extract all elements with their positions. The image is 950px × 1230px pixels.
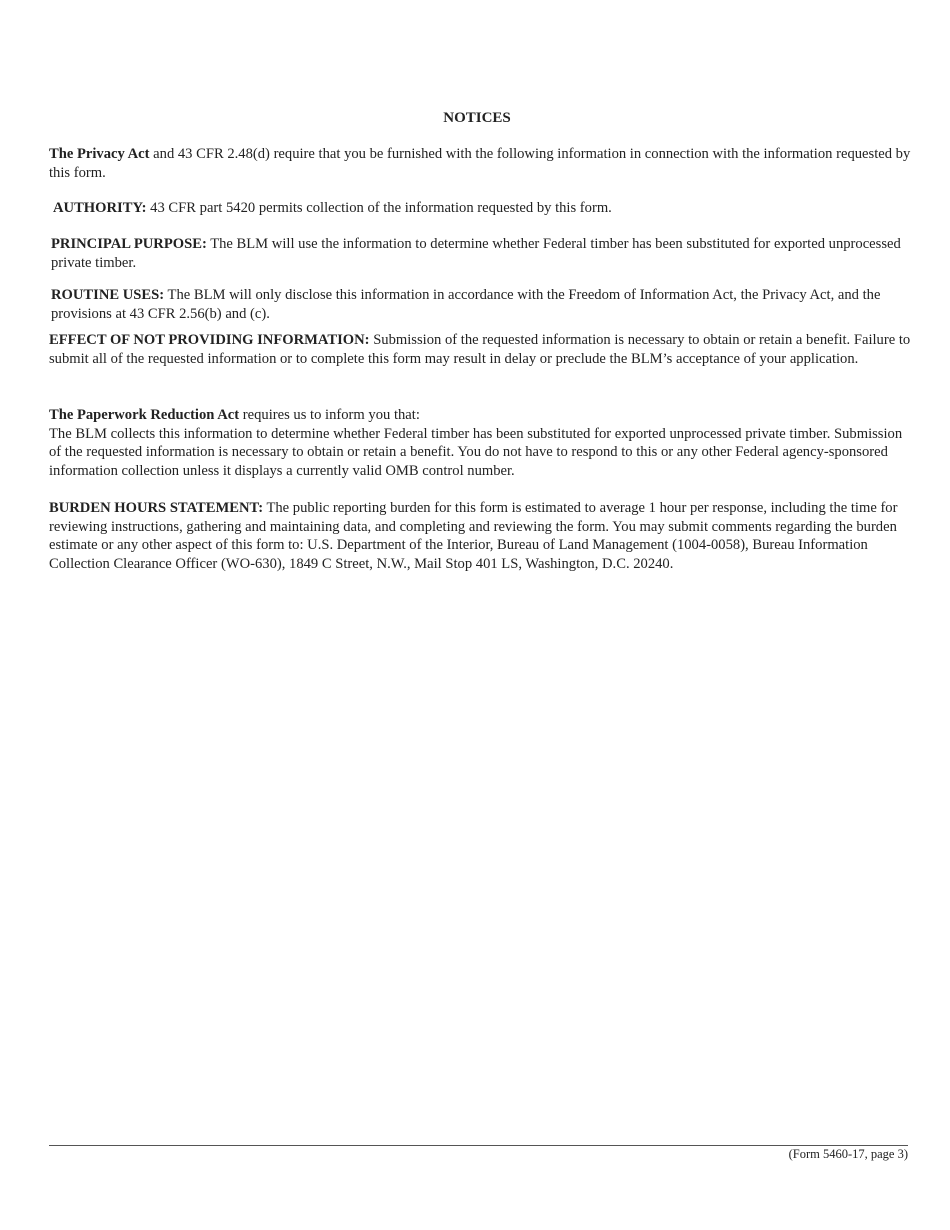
routine-uses-text: The BLM will only disclose this information in accordance with the Freedom of Information Act, the Privacy Act, and the provisions at 43 CFR 2.56(b) and (c).: [51, 287, 881, 322]
page-title: NOTICES: [443, 110, 511, 126]
burden-label: BURDEN HOURS STATEMENT:: [49, 500, 264, 516]
authority-label: AUTHORITY:: [53, 200, 147, 216]
paperwork-text: The BLM collects this information to determine whether Federal timber has been substituted for exported unprocessed private timber. Submission of the requested information is necessary to obtain or retain a benefit. You do not have to respond to this or any other Federal agency-sponsored information collection unless it displays a currently valid OMB control number.: [49, 425, 903, 479]
paperwork-notice: [49, 406, 911, 480]
burden-text: The public reporting burden for this form is estimated to average 1 hour per response, including the time for reviewing instructions, gathering and maintaining data, and completing and reviewing the form. You may submit comments regarding the burden estimate or any other aspect of this form to: U.S. Department of the Interior, Bureau of Land Management (1004-0058), Bureau Information Collection Clearance Officer (WO-630), 1849 C Street, N.W., Mail Stop 401 LS, Washington, D.C. 20240.: [49, 500, 898, 572]
paperwork-intro: requires us to inform you that:: [239, 407, 420, 423]
principal-purpose-text: The BLM will use the information to determine whether Federal timber has been substituted for exported unprocessed private timber.: [51, 236, 901, 271]
effect-label: EFFECT OF NOT PROVIDING INFORMATION:: [49, 332, 370, 348]
privacy-act-text: and 43 CFR 2.48(d) require that you be furnished with the following information in connection with the information requested by this form.: [49, 146, 911, 181]
routine-uses-label: ROUTINE USES:: [51, 287, 165, 303]
burden-statement: [49, 499, 911, 573]
privacy-act-label: The Privacy Act: [49, 146, 150, 162]
effect-notice: [49, 331, 911, 368]
privacy-act-notice: [49, 145, 911, 182]
authority-text: 43 CFR part 5420 permits collection of the information requested by this form.: [146, 200, 612, 216]
principal-purpose-notice: [51, 235, 913, 272]
routine-uses-notice: [51, 286, 913, 323]
effect-text: Submission of the requested information is necessary to obtain or retain a benefit. Failure to submit all of the requested information or to complete this form may result in delay or preclude the BLM’s acceptance of your application.: [49, 332, 911, 367]
principal-purpose-label: PRINCIPAL PURPOSE:: [51, 236, 207, 252]
authority-notice: [53, 199, 915, 218]
form-page-footer: (Form 5460-17, page 3): [788, 1147, 908, 1161]
footer-divider: [49, 1145, 908, 1146]
notices-page: [49, 0, 909, 1230]
paperwork-label: The Paperwork Reduction Act: [49, 407, 240, 423]
